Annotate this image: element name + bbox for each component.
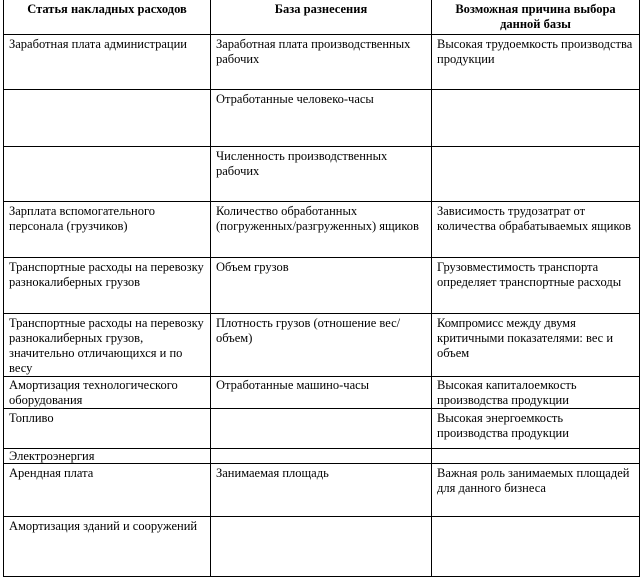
reason-cell [432, 90, 640, 147]
cost-item-cell: Арендная плата [4, 464, 211, 517]
allocation-base-cell: Объем грузов [211, 258, 432, 314]
allocation-base-cell: Численность производственных рабочих [211, 147, 432, 202]
table-row [4, 464, 640, 517]
allocation-base-cell: Количество обработанных (погруженных/разгруженных) ящиков [211, 202, 432, 258]
reason-cell: Зависимость трудозатрат от количества обрабатываемых ящиков [432, 202, 640, 258]
reason-cell: Высокая трудоемкость производства продукции [432, 35, 640, 90]
allocation-base-cell: Плотность грузов (отношение вес/объем) [211, 314, 432, 377]
allocation-base-cell [211, 517, 432, 577]
allocation-base-cell [211, 409, 432, 449]
cost-item-cell: Амортизация зданий и сооружений [4, 517, 211, 577]
cost-item-cell: Электроэнергия [4, 449, 211, 464]
reason-cell: Высокая капиталоемкость производства продукции [432, 377, 640, 409]
table-row [4, 258, 640, 314]
cost-item-cell: Топливо [4, 409, 211, 449]
table-row [4, 90, 640, 147]
cost-item-cell: Транспортные расходы на перевозку разнокалиберных грузов, значительно отличающихся и по весу [4, 314, 211, 377]
reason-cell [432, 147, 640, 202]
table-row [4, 449, 640, 464]
allocation-base-cell [211, 449, 432, 464]
reason-cell [432, 449, 640, 464]
cost-item-cell: Заработная плата администрации [4, 35, 211, 90]
table-header-row [4, 0, 640, 35]
reason-cell [432, 517, 640, 577]
table-row [4, 517, 640, 577]
cost-item-cell: Зарплата вспомогательного персонала (грузчиков) [4, 202, 211, 258]
header-allocation-base: База разнесения [211, 0, 432, 35]
cost-item-cell [4, 90, 211, 147]
allocation-base-cell: Заработная плата производственных рабочих [211, 35, 432, 90]
cost-item-cell: Амортизация технологического оборудования [4, 377, 211, 409]
reason-cell: Высокая энергоемкость производства продукции [432, 409, 640, 449]
header-reason: Возможная причина выбора данной базы [432, 0, 640, 35]
table-row [4, 377, 640, 409]
table-row [4, 147, 640, 202]
overhead-allocation-table [3, 0, 640, 577]
reason-cell: Важная роль занимаемых площадей для данного бизнеса [432, 464, 640, 517]
table-row [4, 409, 640, 449]
table-row [4, 35, 640, 90]
allocation-base-cell: Занимаемая площадь [211, 464, 432, 517]
cost-item-cell: Транспортные расходы на перевозку разнокалиберных грузов [4, 258, 211, 314]
cost-item-cell [4, 147, 211, 202]
table-row [4, 314, 640, 377]
table-row [4, 202, 640, 258]
allocation-base-cell: Отработанные машино-часы [211, 377, 432, 409]
allocation-base-cell: Отработанные человеко-часы [211, 90, 432, 147]
reason-cell: Грузовместимость транспорта определяет транспортные расходы [432, 258, 640, 314]
header-cost-item: Статья накладных расходов [4, 0, 211, 35]
reason-cell: Компромисс между двумя критичными показателями: вес и объем [432, 314, 640, 377]
